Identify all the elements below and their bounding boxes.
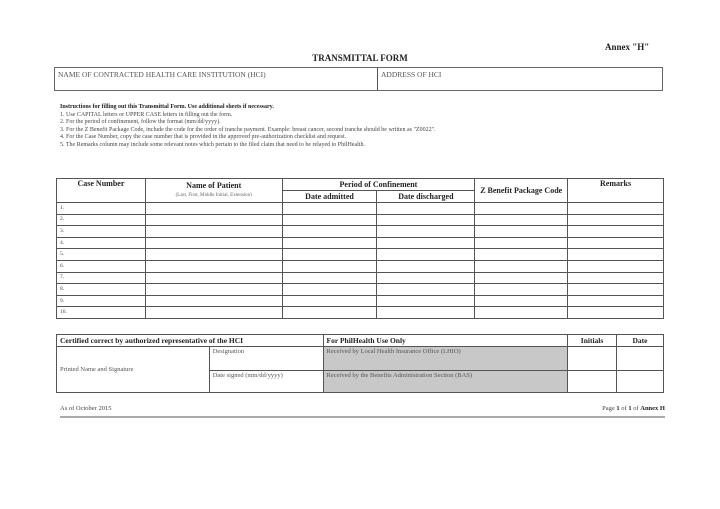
date-admitted-cell[interactable] <box>282 284 377 296</box>
patient-name-cell[interactable] <box>145 237 282 249</box>
case-number-cell[interactable]: 8. <box>57 284 146 296</box>
patient-name-cell[interactable] <box>145 284 282 296</box>
remarks-cell[interactable] <box>568 249 664 261</box>
remarks-cell[interactable] <box>568 214 664 226</box>
page-of: of <box>621 405 627 412</box>
case-number-cell[interactable]: 9. <box>57 295 146 307</box>
page-annex: Annex H <box>640 405 665 412</box>
certification-heading: Certified correct by authorized representative of the HCI <box>57 335 324 347</box>
bas-initials-field[interactable] <box>568 371 617 393</box>
table-row <box>57 260 664 272</box>
certification-table <box>56 334 664 393</box>
printed-name-signature-field[interactable]: Printed Name and Signature <box>57 347 210 393</box>
date-discharged-cell[interactable] <box>377 237 475 249</box>
date-admitted-cell[interactable] <box>282 226 377 238</box>
patient-name-cell[interactable] <box>145 249 282 261</box>
received-lhio: Received by Local Health Insurance Office (LHIO) <box>323 347 568 371</box>
table-row <box>57 307 664 319</box>
table-row <box>57 272 664 284</box>
table-row <box>57 237 664 249</box>
header-name-of-patient <box>145 179 282 203</box>
z-benefit-code-cell[interactable] <box>475 307 568 319</box>
form-title: TRANSMITTAL FORM <box>312 53 408 63</box>
date-discharged-cell[interactable] <box>377 226 475 238</box>
patient-name-cell[interactable] <box>145 272 282 284</box>
instruction-item: 5. The Remarks column may include some relevant notes which pertain to the filed claim that need to be relayed to PhilHealth. <box>60 141 365 148</box>
header-name-sub: (Last, First, Middle Initial, Extension) <box>175 192 252 198</box>
page-total: 1 <box>628 405 632 412</box>
header-case-number: Case Number <box>57 179 146 203</box>
patient-name-cell[interactable] <box>145 295 282 307</box>
designation-field[interactable]: Designation <box>209 347 323 371</box>
page-prefix: Page <box>602 405 615 412</box>
date-admitted-cell[interactable] <box>282 260 377 272</box>
z-benefit-code-cell[interactable] <box>475 272 568 284</box>
footer-date: As of October 2015 <box>60 405 112 412</box>
case-number-cell[interactable]: 1. <box>57 203 146 215</box>
remarks-cell[interactable] <box>568 203 664 215</box>
date-admitted-cell[interactable] <box>282 214 377 226</box>
remarks-cell[interactable] <box>568 295 664 307</box>
patient-name-cell[interactable] <box>145 260 282 272</box>
remarks-cell[interactable] <box>568 226 664 238</box>
date-discharged-cell[interactable] <box>377 272 475 284</box>
remarks-cell[interactable] <box>568 272 664 284</box>
date-discharged-cell[interactable] <box>377 203 475 215</box>
z-benefit-code-cell[interactable] <box>475 284 568 296</box>
date-discharged-cell[interactable] <box>377 307 475 319</box>
remarks-cell[interactable] <box>568 237 664 249</box>
date-admitted-cell[interactable] <box>282 272 377 284</box>
annex-label: Annex "H" <box>605 42 650 52</box>
patient-name-cell[interactable] <box>145 214 282 226</box>
table-row <box>57 284 664 296</box>
header-date-admitted: Date admitted <box>282 191 377 203</box>
date-admitted-cell[interactable] <box>282 237 377 249</box>
case-number-cell[interactable]: 7. <box>57 272 146 284</box>
date-admitted-cell[interactable] <box>282 307 377 319</box>
remarks-cell[interactable] <box>568 260 664 272</box>
instruction-item: 1. Use CAPITAL letters or UPPER CASE letters in filling out the form. <box>60 111 233 118</box>
case-number-cell[interactable]: 5. <box>57 249 146 261</box>
page-current: 1 <box>616 405 620 412</box>
date-discharged-cell[interactable] <box>377 284 475 296</box>
date-admitted-cell[interactable] <box>282 203 377 215</box>
claims-table <box>56 178 664 319</box>
table-row <box>57 203 664 215</box>
case-number-cell[interactable]: 3. <box>57 226 146 238</box>
case-number-cell[interactable]: 4. <box>57 237 146 249</box>
patient-name-cell[interactable] <box>145 226 282 238</box>
hci-name-field[interactable]: NAME OF CONTRACTED HEALTH CARE INSTITUTION (HCI) <box>55 68 378 90</box>
z-benefit-code-cell[interactable] <box>475 295 568 307</box>
z-benefit-code-cell[interactable] <box>475 260 568 272</box>
instruction-item: 2. For the period of confinement, follow the format (mm/dd/yyyy). <box>60 119 221 126</box>
case-number-cell[interactable]: 6. <box>57 260 146 272</box>
z-benefit-code-cell[interactable] <box>475 203 568 215</box>
header-date-discharged: Date discharged <box>377 191 475 203</box>
z-benefit-code-cell[interactable] <box>475 237 568 249</box>
patient-name-cell[interactable] <box>145 203 282 215</box>
bas-date-field[interactable] <box>617 371 664 393</box>
lhio-date-field[interactable] <box>617 347 664 371</box>
page-number <box>540 405 665 412</box>
date-discharged-cell[interactable] <box>377 249 475 261</box>
table-row <box>57 214 664 226</box>
date-signed-field[interactable]: Date signed (mm/dd/yyyy) <box>209 371 323 393</box>
table-row <box>57 226 664 238</box>
instructions <box>60 104 436 150</box>
table-row <box>57 295 664 307</box>
instruction-item: 3. For the Z Benefit Package Code, include the code for the order of tranche payment. Example: breast cancer, second tranche should be written as "Z0022". <box>60 126 436 133</box>
page-of-2: of <box>633 405 639 412</box>
remarks-cell[interactable] <box>568 307 664 319</box>
patient-name-cell[interactable] <box>145 307 282 319</box>
header-z-benefit: Z Benefit Package Code <box>475 179 568 203</box>
date-header: Date <box>617 335 664 347</box>
instruction-item: 4. For the Case Number, copy the case number that is provided in the approved pre-authorization checklist and request. <box>60 134 347 141</box>
date-discharged-cell[interactable] <box>377 214 475 226</box>
instructions-heading: Instructions for filling out this Transmittal Form. Use additional sheets if necessary. <box>60 104 274 110</box>
case-number-cell[interactable]: 2. <box>57 214 146 226</box>
footer-rule <box>60 416 665 418</box>
z-benefit-code-cell[interactable] <box>475 226 568 238</box>
philhealth-heading: For PhilHealth Use Only <box>323 335 568 347</box>
z-benefit-code-cell[interactable] <box>475 249 568 261</box>
date-discharged-cell[interactable] <box>377 295 475 307</box>
z-benefit-code-cell[interactable] <box>475 214 568 226</box>
header-period: Period of Confinement <box>282 179 475 191</box>
table-row <box>57 249 664 261</box>
lhio-initials-field[interactable] <box>568 347 617 371</box>
remarks-cell[interactable] <box>568 284 664 296</box>
hci-info-box <box>54 67 663 91</box>
header-name-label: Name of Patient <box>186 180 242 190</box>
date-admitted-cell[interactable] <box>282 249 377 261</box>
received-bas: Received by the Benefits Administration Section (BAS) <box>323 371 568 393</box>
date-discharged-cell[interactable] <box>377 260 475 272</box>
case-number-cell[interactable]: 10. <box>57 307 146 319</box>
initials-header: Initials <box>568 335 617 347</box>
hci-address-field[interactable]: ADDRESS OF HCI <box>381 70 442 79</box>
date-admitted-cell[interactable] <box>282 295 377 307</box>
header-remarks: Remarks <box>568 179 664 203</box>
